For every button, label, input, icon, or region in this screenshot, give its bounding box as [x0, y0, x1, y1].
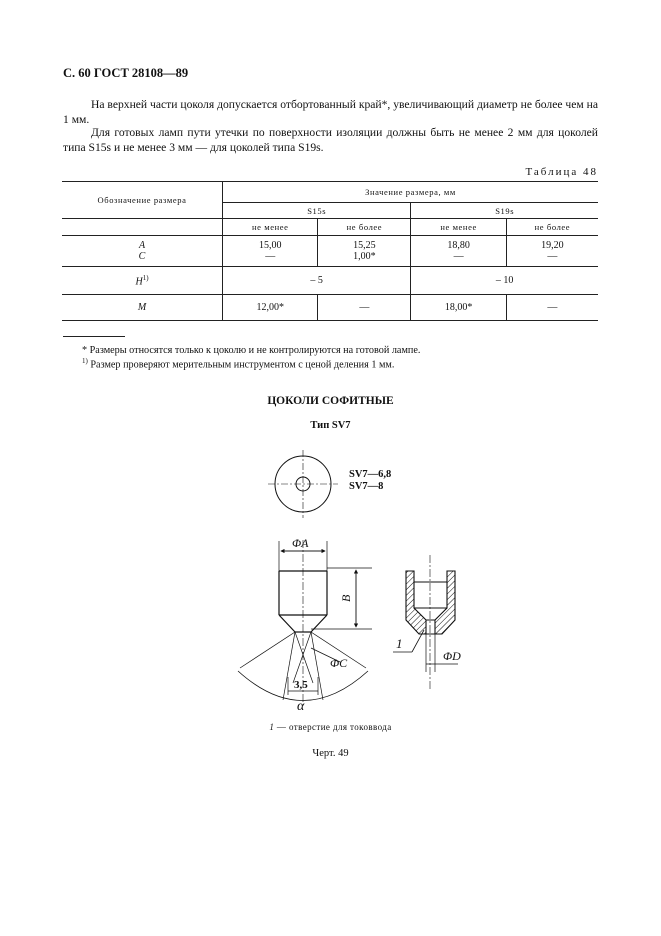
label-dia-d: ΦD	[443, 649, 461, 663]
label-35: 3,5	[294, 679, 308, 691]
group-s15s: S15s	[223, 203, 411, 219]
label-dia-a: ΦA	[292, 536, 309, 550]
cell-m-3: 18,00*	[411, 295, 506, 321]
cell-m-2: —	[318, 295, 411, 321]
cell-a-c-3: 18,80 —	[411, 236, 506, 267]
row-label-h: $H^{1)}$	[62, 267, 223, 295]
label-b: B	[339, 594, 353, 602]
cell-m-4: —	[506, 295, 598, 321]
row-label-m: M	[62, 295, 223, 321]
subcol-3: не менее	[411, 219, 506, 236]
section-title: ЦОКОЛИ СОФИТНЫЕ	[267, 395, 394, 407]
label-alpha: α	[297, 699, 305, 714]
paragraph-2: Для готовых ламп пути утечки по поверхности изоляции должны быть не менее 2 мм для цоколей типа S15s и не менее 3 мм — для цоколей типа S19s.	[63, 126, 598, 154]
group-s19s: S19s	[411, 203, 598, 219]
cell-a-c-1: 15,00 —	[223, 236, 318, 267]
subcol-4: не более	[506, 219, 598, 236]
cell-a-c-4: 19,20 —	[506, 236, 598, 267]
footnote-2: $^{1)}$ Размер проверяют мерительным инструментом с ценой деления 1 мм.	[82, 357, 395, 371]
group-header: Значение размера, мм	[223, 182, 599, 203]
col-header: Обозначение размера	[62, 182, 223, 219]
cone-right	[311, 632, 323, 700]
subcol-1: не менее	[223, 219, 318, 236]
cell-m-1: 12,00*	[223, 295, 318, 321]
type-labels: SV7—6,8 SV7—8	[349, 469, 392, 492]
table-caption: Таблица 48	[525, 166, 598, 178]
section-subtitle: Тип SV7	[310, 420, 351, 431]
label-dia-c: ΦC	[330, 656, 348, 670]
row-label-ac: A C	[62, 236, 223, 267]
cell-a-c-2: 15,25 1,00*	[318, 236, 411, 267]
figure-caption: Черт. 49	[312, 748, 349, 759]
cell-h-s19s: – 10	[411, 267, 598, 295]
section-view	[393, 555, 458, 690]
label-1: 1	[396, 636, 403, 651]
cell-h-s15s: – 5	[223, 267, 411, 295]
paragraph-1: На верхней части цоколя допускается отбортованный край*, увеличивающий диаметр не более чем на 1 мм.	[63, 98, 598, 126]
figure-legend: 1 — отверстие для токоввода	[269, 722, 392, 732]
footnote-1: * Размеры относятся только к цоколю и не контролируются на готовой лампе.	[82, 345, 421, 356]
page-header: С. 60 ГОСТ 28108—89	[63, 66, 189, 80]
subcol-2: не более	[318, 219, 411, 236]
